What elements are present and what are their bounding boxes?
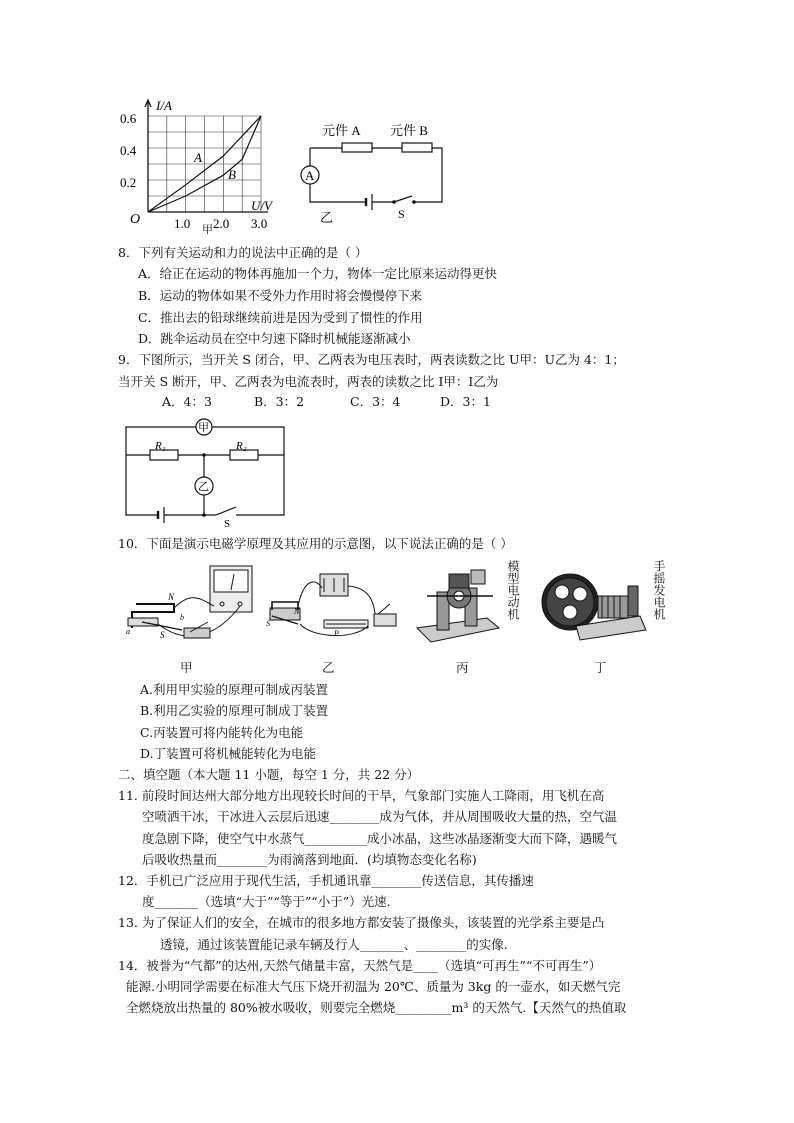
q9-switch-label: S [224,518,231,530]
q10-figure-yi [264,568,409,663]
q10-figure-jia [122,560,272,655]
q10-option-a: A.利用甲实验的原理可制成丙装置 [140,682,329,697]
q8-option-d: D．跳伞运动员在空中匀速下降时机械能逐渐减小 [138,331,411,346]
y-tick-02: 0.2 [120,175,137,190]
meter-jia-label: 甲 [198,422,209,434]
q9-option-b: B．3：2 [254,394,305,409]
q10-caption-jia: 甲 [180,660,193,675]
meter-yi-label: 乙 [198,481,209,493]
element-b-label: 元件 B [390,123,428,138]
svg-text:N: N [168,592,175,602]
q9-option-d: D．3：1 [440,394,491,409]
x-tick-3: 3.0 [251,216,268,231]
q10-caption-yi: 乙 [322,660,335,675]
ammeter-letter: A [305,168,315,183]
switch-lever [394,196,412,202]
q10-caption-bing: 丙 [456,660,469,675]
iu-graph [118,98,272,231]
q10-option-d: D.丁装置可将机械能转化为电能 [140,746,317,761]
r2-label: R₂ [236,440,247,452]
q9-option-c: C．3：4 [350,394,401,409]
q10-stem: 10．下面是演示电磁学原理及其应用的示意图，以下说法正确的是（ ） [118,536,513,551]
q9-option-a: A．4：3 [162,394,212,409]
section2-heading: 二、填空题（本大题 11 小题，每空 1 分，共 22 分） [118,767,420,782]
q10-caption-ding: 丁 [594,660,607,675]
q9-line2: 当开关 S 断开，甲、乙两表为电流表时，两表的读数之比 I甲：I乙为 [118,374,499,389]
r1-label: R₁ [155,440,166,452]
q11-line4: 后吸收热量而________为雨滴落到地面．(均填物态变化名称) [142,852,477,867]
q14-line3: 全燃烧放出热量的 80%被水吸收，则要完全燃烧_________m³ 的天然气.【天然气的热值取 [126,1000,627,1015]
y-tick-06: 0.6 [120,111,137,126]
circuit-b-diagram [292,118,452,228]
x-tick-1: 1.0 [174,216,191,231]
q12-line1: 12．手机已广泛应用于现代生活，手机通讯靠________传送信息，其传播速 [118,873,534,888]
svg-text:S: S [160,630,165,640]
element-b-resistor [402,143,432,152]
q10-label-ding: 手摇发电机 [652,560,666,620]
q11-line3: 度急剧下降，使空气中水蒸气__________成小冰晶，这些冰晶逐渐变大而下降，遇暖气 [142,831,618,846]
q8-option-b: B．运动的物体如果不受外力作用时将会慢慢停下来 [138,288,423,303]
q9-switch-lever [216,507,236,515]
q14-line2: 能源.小明同学需要在标准大气压下烧开初温为 20℃、质量为 3kg 的一壶水，如天燃气完 [126,979,621,994]
graph-grid [148,116,261,212]
svg-text:P: P [334,629,339,638]
q14-line1: 14．被誉为“气都”的达州,天然气储量丰富，天然气是____（选填“可再生”“不可再生”） [118,958,602,973]
q8-stem: 8．下列有关运动和力的说法中正确的是（ ） [118,245,368,260]
y-tick-04: 0.4 [120,143,137,158]
q10-figure-bing [413,562,503,657]
x-tick-2: 2.0 [213,216,230,231]
q9-line1: 9．下图所示，当开关 S 闭合，甲、乙两表为电压表时，两表读数之比 U甲：U乙为 4：1； [118,352,625,367]
q10-figure-ding [540,566,650,661]
q10-label-bing: 模型电动机 [506,560,520,620]
element-a-resistor [342,143,372,152]
switch-label: S [398,207,405,221]
q8-option-c: C．推出去的铅球继续前进是因为受到了惯性的作用 [138,310,423,325]
series-a-label: A [194,150,202,165]
q10-option-b: B.利用乙实验的原理可制成丁装置 [140,703,329,718]
q13-line2: 透镜，通过该装置能记录车辆及行人_______、________的实像. [160,937,508,952]
q9-circuit-diagram [120,415,295,530]
series-b-label: B [228,167,236,182]
svg-text:N: N [294,607,300,616]
graph-axes [145,100,268,212]
q13-line1: 13. 为了保证人们的安全，在城市的很多地方都安装了摄像头，该装置的光学系主要是凸 [118,915,605,930]
q12-line2: 度_______（选填“大于”“等于”“小于”）光速. [142,894,391,909]
graph-caption: 甲 [202,223,213,236]
element-a-label: 元件 A [322,123,361,138]
origin-label: O [130,212,141,227]
svg-text:b: b [180,613,184,622]
q10-option-c: C.丙装置可将内能转化为电能 [140,725,304,740]
q11-line1: 11. 前段时间达州大部分地方出现较长时间的干旱，气象部门实施人工降雨，用飞机在高 [118,788,605,803]
svg-text:a: a [126,627,130,636]
y-axis-label: I/A [156,98,172,113]
x-axis-label: U/V [251,198,272,213]
circuit-b-caption: 乙 [320,210,334,225]
q11-line2: 空喷洒干冰，干冰进入云层后迅速________成为气体，并从周围吸收大量的热，空气温 [142,809,618,824]
q8-option-a: A．给正在运动的物体再施加一个力，物体一定比原来运动得更快 [138,266,498,281]
svg-text:S: S [266,619,270,628]
